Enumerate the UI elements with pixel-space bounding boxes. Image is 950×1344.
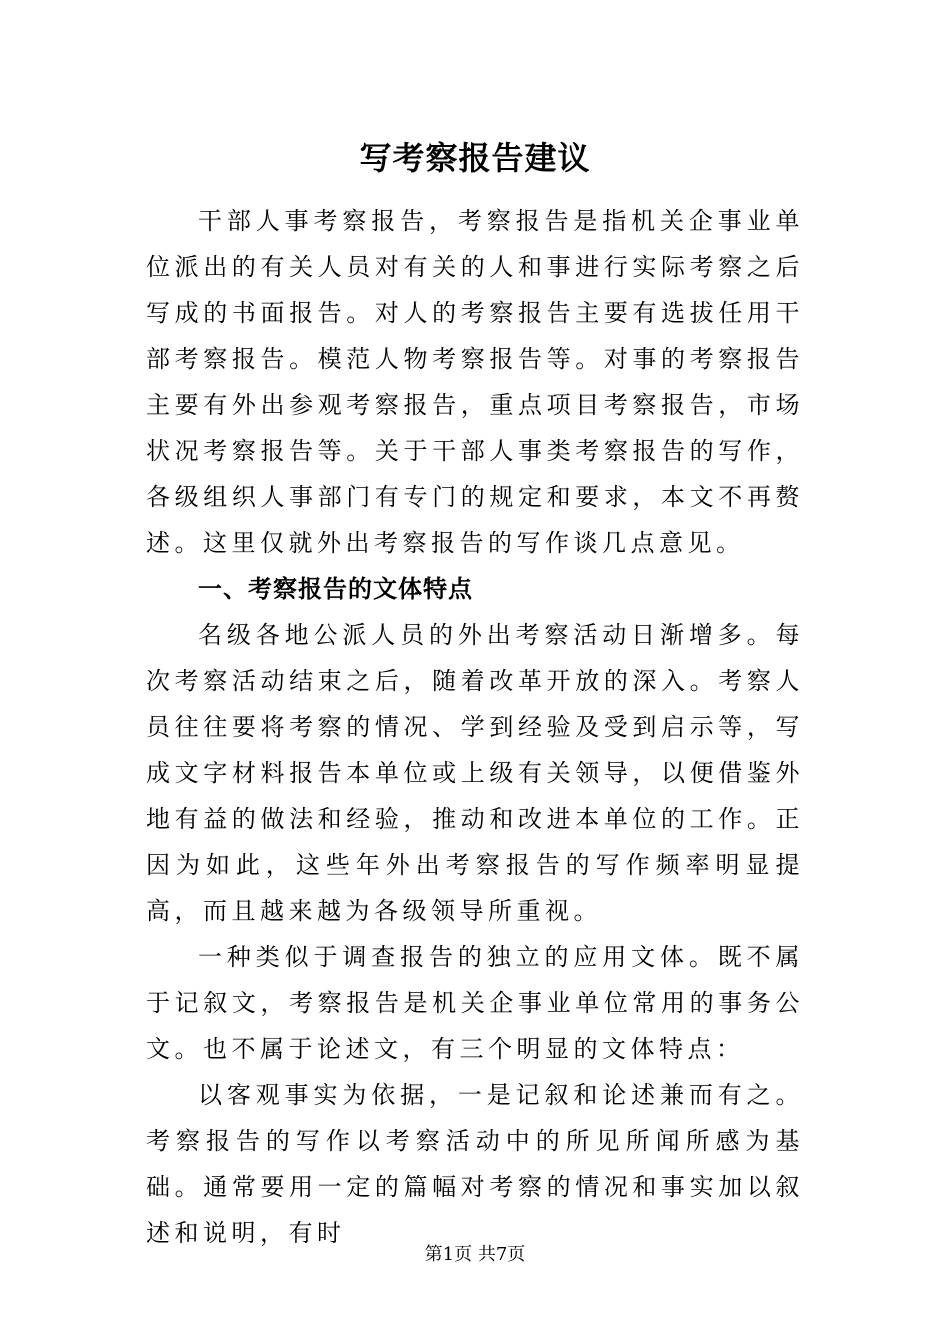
page-number-footer: 第1页 共7页	[424, 1244, 526, 1265]
document-title: 写考察报告建议	[359, 139, 591, 177]
document-body	[146, 198, 804, 1256]
section-heading: 一、考察报告的文体特点	[198, 575, 473, 603]
paragraph-intro: 干部人事考察报告，考察报告是指机关企事业单位派出的有关人员对有关的人和事进行实际考察之后写成的书面报告。对人的考察报告主要有选拔任用干部考察报告。模范人物考察报告等。对事的考察报告主要有外出参观考察报告，重点项目考察报告，市场状况考察报告等。关于干部人事类考察报告的写作，各级组织人事部门有专门的规定和要求，本文不再赘述。这里仅就外出考察报告的写作谈几点意见。	[146, 207, 804, 557]
paragraph-background: 名级各地公派人员的外出考察活动日渐增多。每次考察活动结束之后，随着改革开放的深入。考察人员往往要将考察的情况、学到经验及受到启示等，写成文字材料报告本单位或上级有关领导，以便借鉴外地有益的做法和经验，推动和改进本单位的工作。正因为如此，这些年外出考察报告的写作频率明显提高，而且越来越为各级领导所重视。	[146, 621, 804, 925]
paragraph-genre: 一种类似于调查报告的独立的应用文体。既不属于记叙文，考察报告是机关企事业单位常用的事务公文。也不属于论述文，有三个明显的文体特点：	[146, 943, 804, 1063]
paragraph-feature-one: 以客观事实为依据，一是记叙和论述兼而有之。考察报告的写作以考察活动中的所见所闻所感为基础。通常要用一定的篇幅对考察的情况和事实加以叙述和说明，有时	[146, 1081, 804, 1247]
